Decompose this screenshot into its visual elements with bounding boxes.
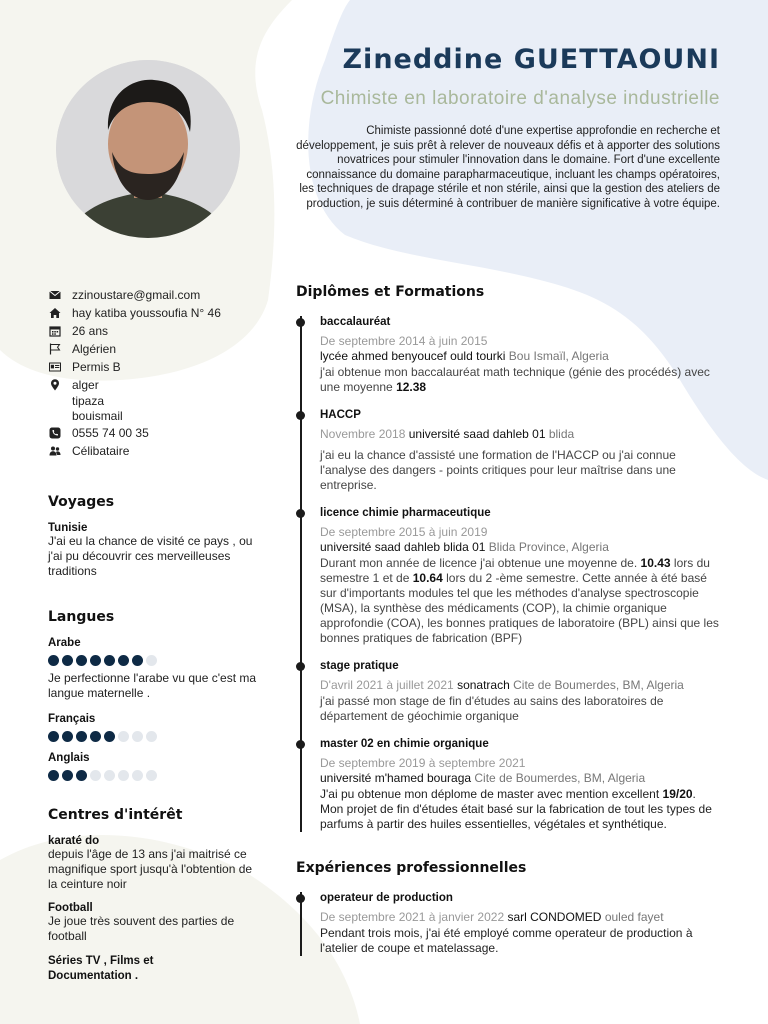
entry-title: master 02 en chimie organique — [320, 738, 489, 750]
entry-meta — [320, 678, 720, 693]
level-dot-filled — [76, 655, 87, 666]
education-entry — [320, 660, 720, 724]
entry-date: D'avril 2021 à juillet 2021 — [320, 678, 454, 692]
entry-description-text: Durant mon année de licence j'ai obtenue une moyenne de. — [320, 556, 638, 570]
entry-description — [320, 556, 720, 646]
contact-family — [48, 442, 258, 460]
level-dot-empty — [132, 731, 143, 742]
voyages-title: Voyages — [48, 494, 115, 510]
voyage-country: Tunisie — [48, 522, 88, 534]
entry-description-text: J'ai pu obtenue mon déplome de master avec mention excellent — [320, 787, 660, 801]
phone-icon — [48, 424, 62, 439]
level-dot-filled — [62, 731, 73, 742]
contact-address — [48, 304, 258, 322]
interets-title: Centres d'intérêt — [48, 807, 183, 823]
language-item — [48, 752, 258, 781]
people-icon — [48, 442, 62, 457]
contact-phone — [48, 424, 258, 442]
entry-grade: 12.38 — [396, 380, 427, 394]
entry-location: Cite de Boumerdes, BM, Algeria — [513, 678, 684, 692]
education-entry — [320, 316, 720, 395]
phone-text[interactable]: 0555 74 00 35 — [72, 426, 149, 440]
level-dot-empty — [118, 731, 129, 742]
level-dot-empty — [118, 770, 129, 781]
level-dot-empty — [132, 770, 143, 781]
entry-description: j'ai passé mon stage de fin d'études au sains des laboratoires de département de géochimie organique — [320, 694, 664, 723]
interest-description: depuis l'âge de 13 ans j'ai maitrisé ce magnifique sport jusqu'à l'obtention de la ceinture noir — [48, 847, 253, 891]
language-description: Je perfectionne l'arabe vu que c'est ma langue maternelle . — [48, 671, 257, 700]
entry-description — [320, 365, 720, 395]
interest-description: Je joue très souvent des parties de football — [48, 914, 235, 943]
entry-description-text: . Mon projet de fin d'études était basé sur la fabrication de tout les types de parfums à partir des huiles essentielles, végétales et synthétique. — [320, 787, 712, 831]
entry-org: sarl CONDOMED — [507, 910, 602, 924]
entry-date: De septembre 2015 à juin 2019 — [320, 525, 488, 539]
interest-item — [48, 954, 188, 984]
entry-location: Cite de Boumerdes, BM, Algeria — [474, 771, 646, 785]
langues-title: Langues — [48, 609, 115, 625]
interest-name: Football — [48, 902, 93, 914]
id-card-icon — [48, 358, 62, 373]
entry-description: Pendant trois mois, j'ai été employé comme operateur de production à l'atelier de coupe et matelassage. — [320, 926, 693, 955]
level-dot-filled — [62, 655, 73, 666]
calendar-icon — [48, 322, 62, 337]
contact-nationality — [48, 340, 258, 358]
entry-title: stage pratique — [320, 660, 399, 672]
entry-org: université saad dahleb blida 01 — [320, 540, 486, 554]
entry-location: ouled fayet — [604, 910, 664, 924]
entry-date: De septembre 2019 à septembre 2021 — [320, 756, 526, 770]
experience-section — [296, 860, 720, 956]
language-level — [48, 655, 258, 666]
entry-description — [320, 787, 720, 832]
map-pin-icon — [48, 376, 62, 391]
level-dot-empty — [146, 770, 157, 781]
entry-date: De septembre 2021 à janvier 2022 — [320, 910, 505, 924]
interest-item — [48, 835, 258, 892]
language-item — [48, 637, 258, 701]
level-dot-empty — [90, 770, 101, 781]
level-dot-filled — [104, 731, 115, 742]
interest-name: karaté do — [48, 835, 100, 847]
level-dot-empty — [146, 731, 157, 742]
full-name: Zineddine GUETTAOUNI — [342, 44, 720, 75]
entry-org: université saad dahleb 01 — [408, 427, 546, 441]
contact-section — [48, 286, 258, 460]
level-dot-filled — [132, 655, 143, 666]
entry-description-text: lors du 2 -ème semestre. Cette année à été basé sur d'importants modules tel que les méthodes d'analyse spectroscopie (MSA), la synthèse des médicaments (COP), la chimie organique approfondie (COA), les bonnes pratiques de laboratoire (BPL) ainsi que les bonnes pratiques de fabrication (BPF) — [320, 571, 719, 645]
age-text: 26 ans — [72, 324, 109, 338]
language-name: Arabe — [48, 637, 81, 649]
entry-meta — [320, 910, 720, 925]
voyage-description: J'ai eu la chance de visité ce pays , ou j'ai pu découvrir ces merveilleuses traditions — [48, 534, 253, 578]
entry-org: sonatrach — [457, 678, 510, 692]
entry-meta — [320, 756, 720, 786]
location-line: bouismail — [72, 409, 123, 423]
education-entry — [320, 738, 720, 832]
entry-org: université m'hamed bouraga — [320, 771, 472, 785]
envelope-icon — [48, 286, 62, 301]
entry-meta — [320, 427, 720, 442]
entry-grade: 10.64 — [412, 571, 443, 585]
entry-grade: 10.43 — [640, 556, 671, 570]
language-level — [48, 731, 258, 742]
langues-section — [48, 609, 258, 781]
level-dot-empty — [146, 655, 157, 666]
entry-meta — [320, 525, 720, 555]
level-dot-filled — [118, 655, 129, 666]
education-title: Diplômes et Formations — [296, 284, 485, 300]
entry-title: baccalauréat — [320, 316, 391, 328]
entry-date: De septembre 2014 à juin 2015 — [320, 334, 488, 348]
sidebar — [48, 286, 258, 984]
language-name: Anglais — [48, 752, 90, 764]
entry-title: HACCP — [320, 409, 361, 421]
interest-name: Séries TV , Films et Documentation . — [48, 955, 154, 982]
interest-item — [48, 902, 258, 944]
location-line: alger — [72, 378, 99, 392]
entry-date: Novembre 2018 — [320, 427, 406, 441]
address-text: hay katiba youssoufia N° 46 — [72, 306, 221, 320]
language-item — [48, 713, 258, 742]
contact-email — [48, 286, 258, 304]
location-line: tipaza — [72, 394, 105, 408]
entry-title: licence chimie pharmaceutique — [320, 507, 491, 519]
location-lines — [72, 376, 123, 424]
level-dot-filled — [90, 731, 101, 742]
header — [296, 44, 720, 212]
education-timeline — [296, 316, 720, 832]
entry-location: blida — [548, 427, 575, 441]
family-text: Célibataire — [72, 444, 130, 458]
profile-photo — [56, 60, 240, 238]
entry-location: Blida Province, Algeria — [488, 540, 609, 554]
entry-description-text: lors du semestre 1 et de — [320, 556, 710, 585]
contact-age — [48, 322, 258, 340]
level-dot-filled — [48, 655, 59, 666]
education-section — [296, 284, 720, 832]
level-dot-filled — [48, 770, 59, 781]
contact-license — [48, 358, 258, 376]
entry-grade: 19/20 — [662, 787, 693, 801]
voyages-section — [48, 494, 258, 579]
level-dot-filled — [76, 770, 87, 781]
contact-location — [48, 376, 258, 424]
main-content — [296, 284, 720, 956]
level-dot-filled — [104, 655, 115, 666]
experience-timeline — [296, 892, 720, 956]
entry-meta — [320, 334, 720, 364]
education-entry — [320, 409, 720, 493]
license-text: Permis B — [72, 360, 121, 374]
entry-description: j'ai eu la chance d'assisté une formation de l'HACCP ou j'ai connue l'analyse des dangers - points critiques pour leur maîtrise dans une entreprise. — [320, 448, 676, 492]
flag-icon — [48, 340, 62, 355]
level-dot-filled — [76, 731, 87, 742]
home-icon — [48, 304, 62, 319]
entry-title: operateur de production — [320, 892, 453, 904]
level-dot-empty — [104, 770, 115, 781]
entry-description-text: j'ai obtenue mon baccalauréat math technique (génie des procédés) avec une moyenne — [320, 365, 710, 394]
interets-section — [48, 807, 258, 984]
job-title: Chimiste en laboratoire d'analyse industrielle — [320, 88, 720, 109]
experience-entry — [320, 892, 720, 956]
level-dot-filled — [48, 731, 59, 742]
language-level — [48, 770, 258, 781]
education-entry — [320, 507, 720, 646]
profile-summary: Chimiste passionné doté d'une expertise approfondie en recherche et développement, je suis prêt à relever de nouveaux défis et à apporter des solutions novatrices pour stimuler l'innovation dans le domaine. Fort d'une excellente connaissance du domaine parapharmaceutique, incluant les champs opératoires, les techniques de drapage stérile et non stérile, ainsi que la gestion des ateliers de production, je suis déterminé à contribuer de manière significative à votre équipe. — [296, 125, 720, 210]
experience-title: Expériences professionnelles — [296, 860, 527, 876]
email-text[interactable]: zzinoustare@gmail.com — [72, 288, 201, 302]
timeline-line — [300, 316, 302, 832]
voyage-item — [48, 522, 258, 579]
language-name: Français — [48, 713, 96, 725]
nationality-text: Algérien — [72, 342, 117, 356]
entry-location: Bou Ismaïl, Algeria — [508, 349, 609, 363]
level-dot-filled — [90, 655, 101, 666]
entry-org: lycée ahmed benyoucef ould tourki — [320, 349, 506, 363]
level-dot-filled — [62, 770, 73, 781]
